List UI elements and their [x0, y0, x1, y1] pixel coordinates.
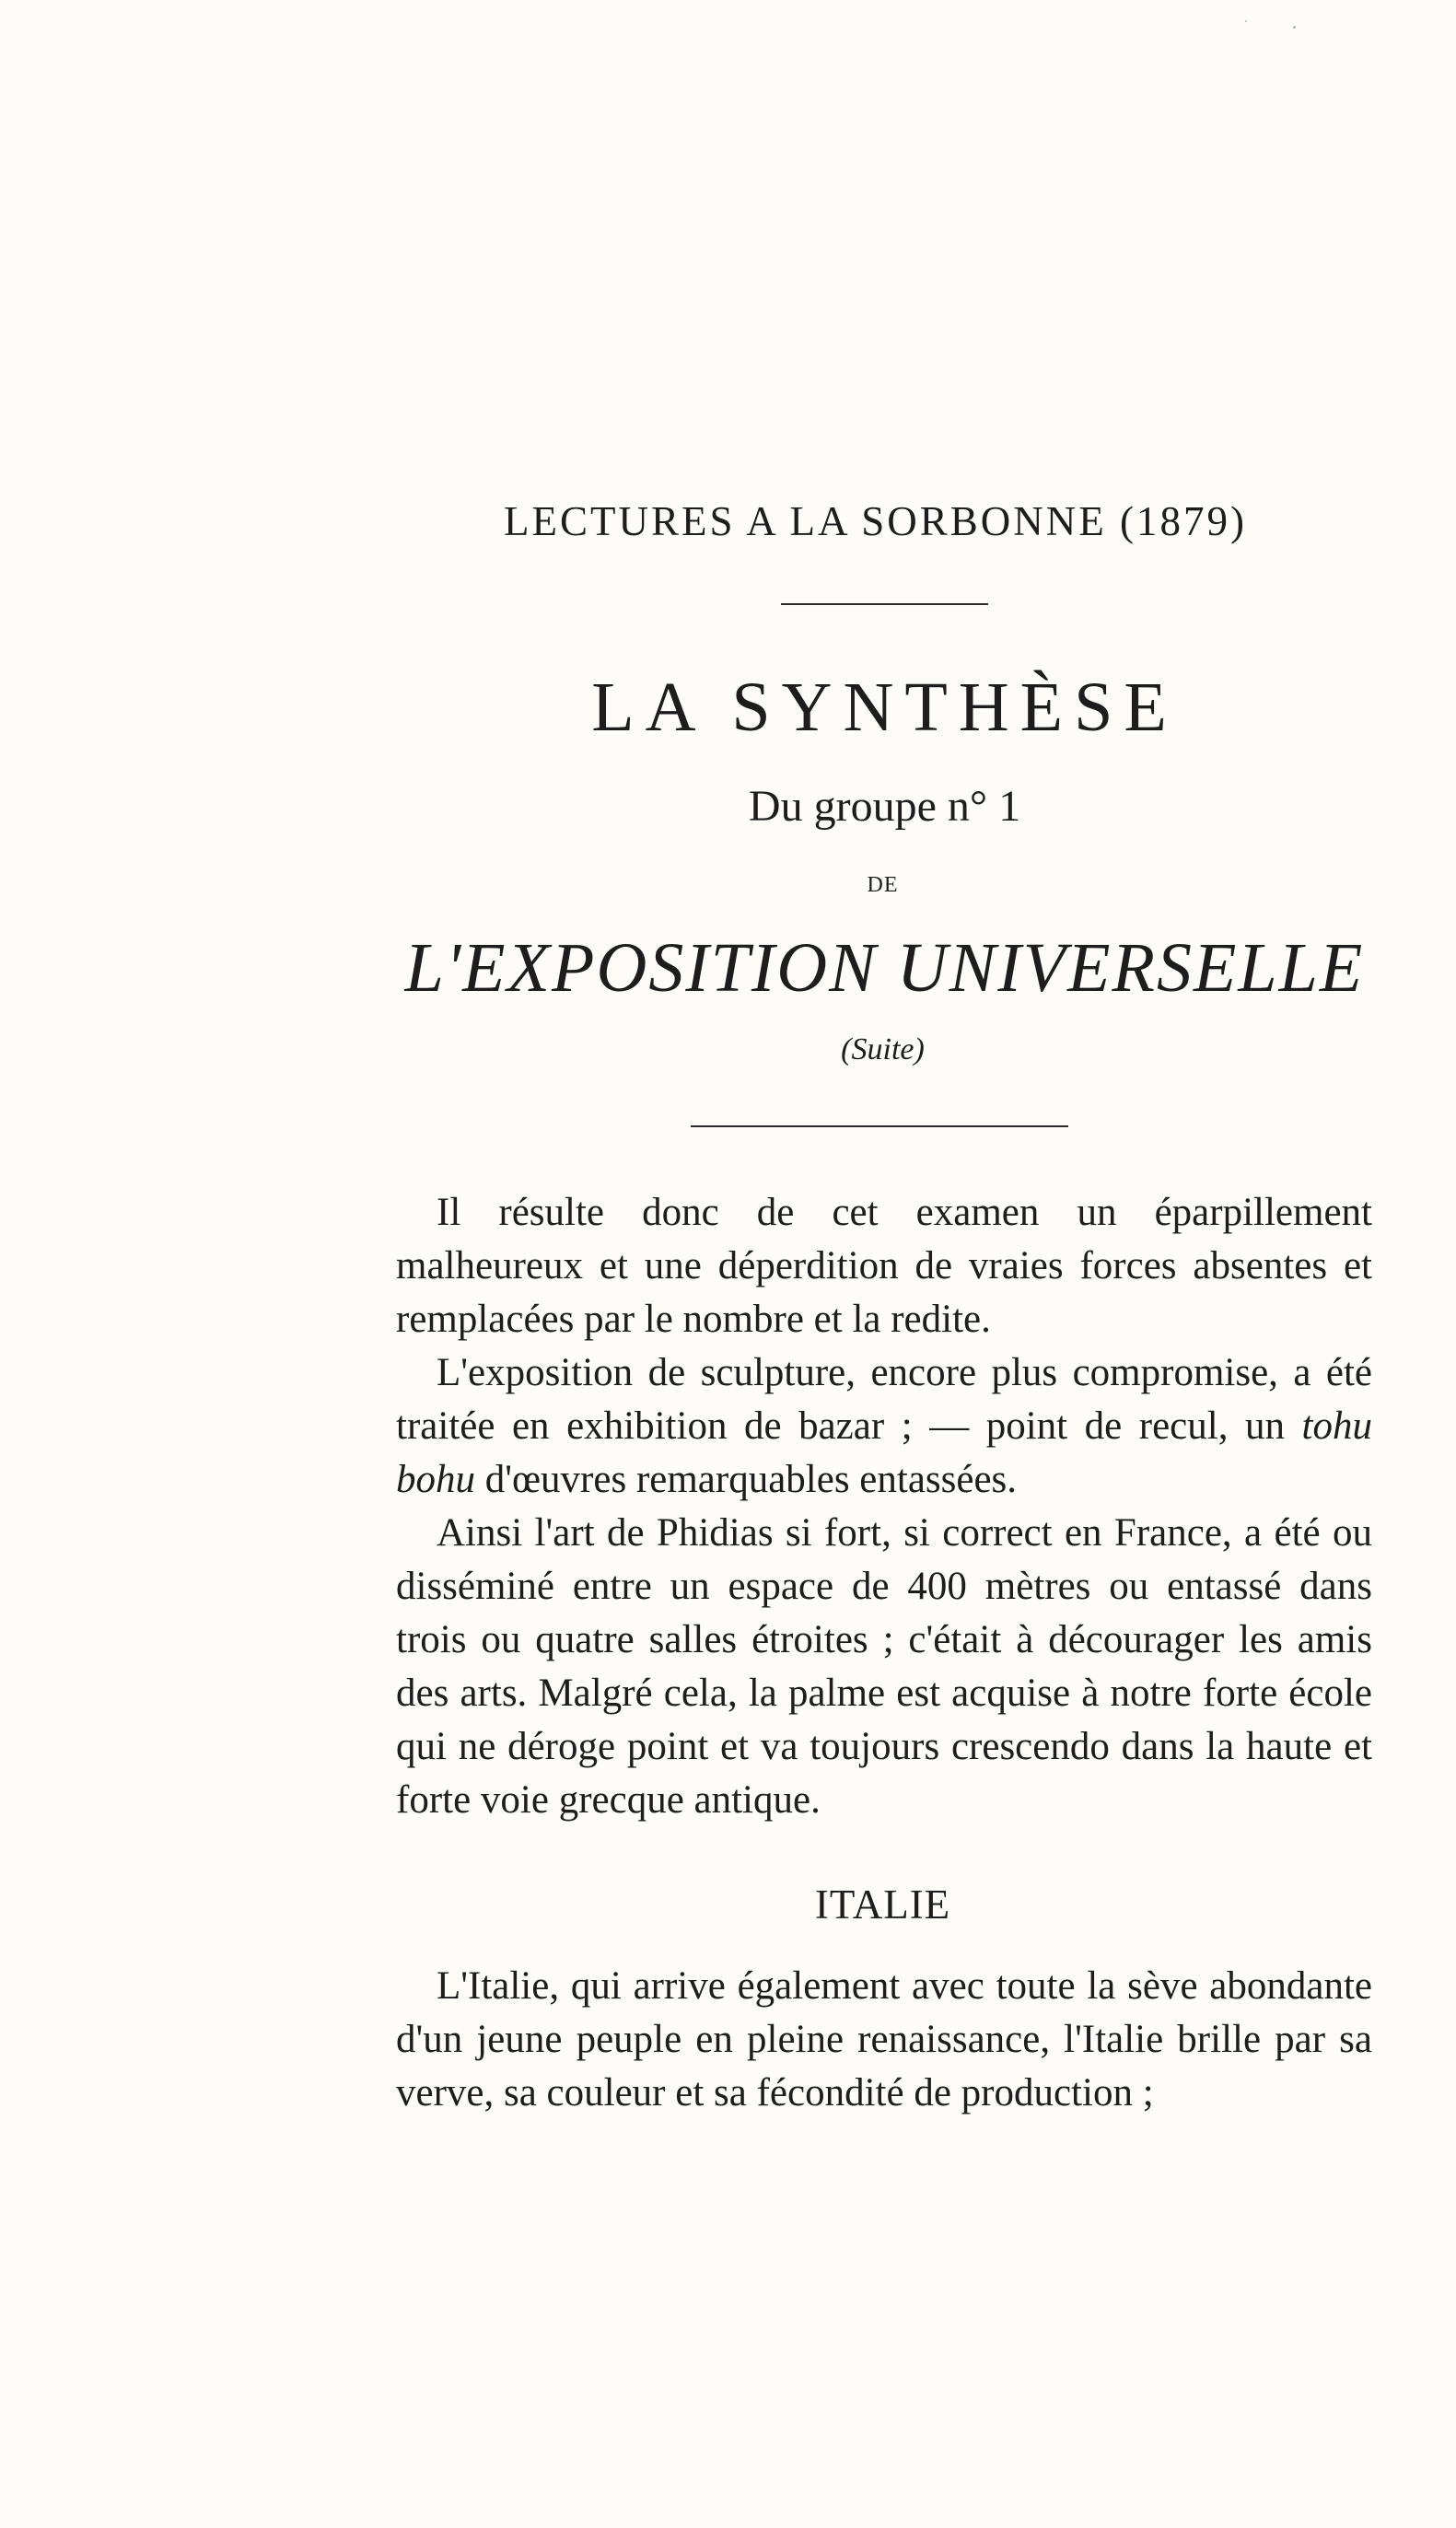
section-rule: [691, 1125, 1068, 1127]
continued-label: (Suite): [841, 1032, 925, 1066]
page-title: LA SYNTHÈSE: [591, 669, 1178, 746]
italic-phrase: tohu bohu: [396, 1404, 1372, 1501]
paper-speck: [1245, 20, 1247, 22]
section-heading: ITALIE: [814, 1881, 951, 1928]
section-body-text: [396, 1960, 1372, 2120]
exposition-title: L'EXPOSITION UNIVERSELLE: [404, 929, 1365, 1007]
body-text: [396, 1186, 1372, 1827]
paper-speck: [1293, 26, 1296, 29]
ornamental-rule: [781, 603, 988, 605]
running-head: LECTURES A LA SORBONNE (1879): [503, 498, 1248, 544]
paragraph-text: L'exposition de sculpture, encore plus compromise, a été traitée en exhibition de bazar ; — point de recul, un: [396, 1351, 1372, 1448]
paragraph: Il résulte donc de cet examen un éparpillement malheureux et une déperdition de vraies forces absentes et remplacées par le nombre et la redite.: [396, 1191, 1372, 1341]
paragraph-text: d'œuvres remarquables entassées.: [475, 1458, 1018, 1501]
paragraph: L'Italie, qui arrive également avec toute la sève abondante d'un jeune peuple en pleine renaissance, l'Italie brille par sa verve, sa couleur et sa fécondité de production ;: [396, 1964, 1372, 2114]
subtitle: Du groupe n° 1: [748, 782, 1021, 831]
paragraph: [396, 1346, 1372, 1507]
paragraph: Ainsi l'art de Phidias si fort, si correct en France, a été ou disséminé entre un espace de 400 mètres ou entassé dans trois ou quatre salles étroites ; c'était à décourager les amis des arts. Malgré cela, la palme est acquise à notre forte école qui ne déroge point et va toujours crescendo dans la haute et forte voie grecque antique.: [396, 1511, 1372, 1822]
title-connector: DE: [867, 873, 899, 897]
